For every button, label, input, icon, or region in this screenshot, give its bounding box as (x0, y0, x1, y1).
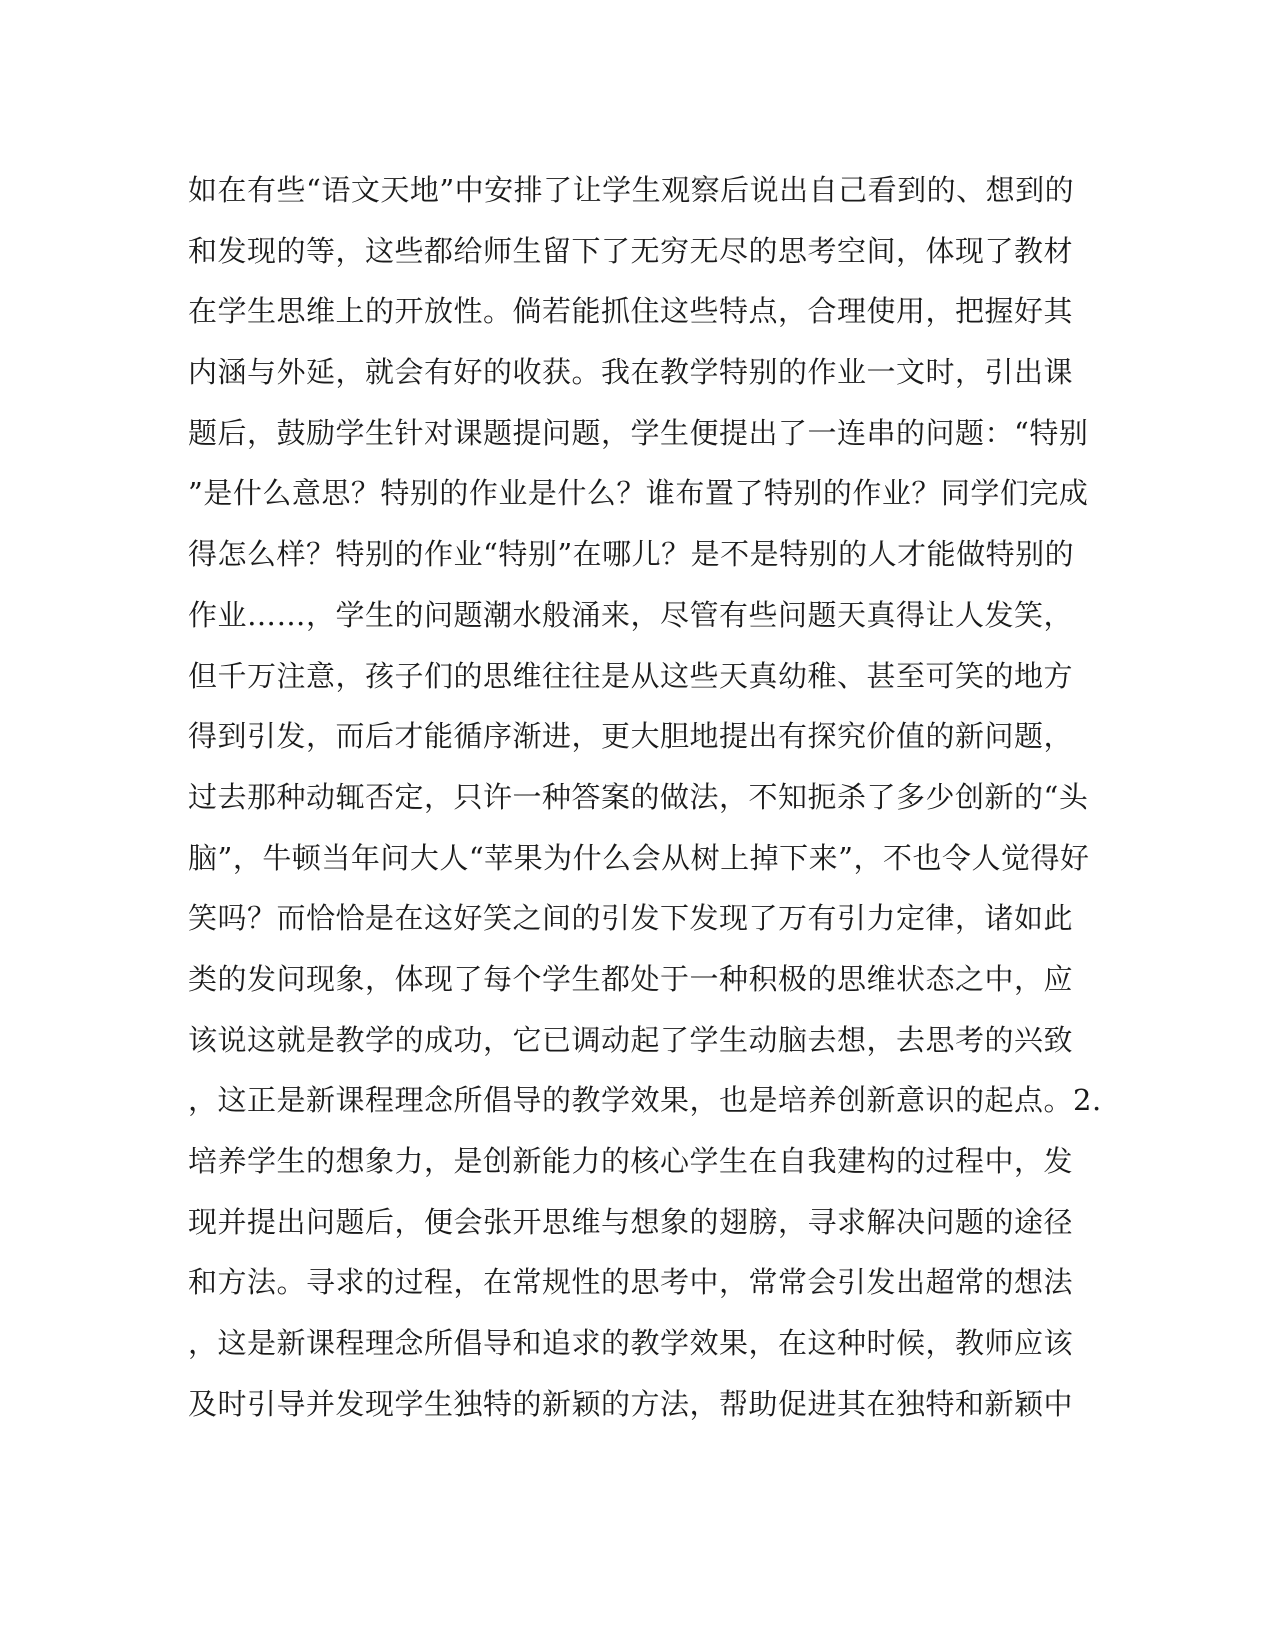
text-line: 培养学生的想象力，是创新能力的核心学生在自我建构的过程中，发 (188, 1144, 1074, 1178)
text-line: 但千万注意，孩子们的思维往往是从这些天真幼稚、甚至可笑的地方 (188, 658, 1074, 693)
text-line: 该说这就是教学的成功，它已调动起了学生动脑去想，去思考的兴致 (188, 1022, 1074, 1057)
text-line: ，这是新课程理念所倡导和追求的教学效果，在这种时候，教师应该 (188, 1326, 1074, 1361)
text-line: 得怎么样？特别的作业“特别”在哪儿？是不是特别的人才能做特别的 (188, 537, 1075, 572)
text-line: 和发现的等，这些都给师生留下了无穷无尽的思考空间，体现了教材 (188, 233, 1074, 268)
body-text (188, 160, 1102, 1434)
text-line: ，这正是新课程理念所倡导的教学效果，也是培养创新意识的起点。2. (188, 1083, 1102, 1118)
text-line: 得到引发，而后才能循序渐进，更大胆地提出有探究价值的新问题， (188, 719, 1074, 754)
text-line: 类的发问现象，体现了每个学生都处于一种积极的思维状态之中，应 (188, 961, 1074, 996)
text-line: 和方法。寻求的过程，在常规性的思考中，常常会引发出超常的想法 (188, 1265, 1074, 1300)
text-line: 及时引导并发现学生独特的新颖的方法，帮助促进其在独特和新颖中 (188, 1386, 1074, 1421)
text-line: 内涵与外延，就会有好的收获。我在教学特别的作业一文时，引出课 (188, 355, 1074, 390)
text-line: 如在有些“语文天地”中安排了让学生观察后说出自己看到的、想到的 (188, 173, 1075, 207)
text-line: ”是什么意思？特别的作业是什么？谁布置了特别的作业？同学们完成 (188, 476, 1089, 511)
text-line: 脑”，牛顿当年问大人“苹果为什么会从树上掉下来”，不也令人觉得好 (188, 840, 1090, 875)
text-line: 笑吗？而恰恰是在这好笑之间的引发下发现了万有引力定律，诸如此 (188, 901, 1074, 936)
text-line: 题后，鼓励学生针对课题提问题，学生便提出了一连串的问题：“特别 (188, 415, 1089, 450)
text-line: 现并提出问题后，便会张开思维与想象的翅膀，寻求解决问题的途径 (188, 1204, 1074, 1239)
text-line: 过去那种动辄否定，只许一种答案的做法，不知扼杀了多少创新的“头 (188, 779, 1089, 814)
text-line: 在学生思维上的开放性。倘若能抓住这些特点，合理使用，把握好其 (188, 294, 1074, 329)
text-line: 作业……，学生的问题潮水般涌来，尽管有些问题天真得让人发笑， (188, 597, 1074, 632)
